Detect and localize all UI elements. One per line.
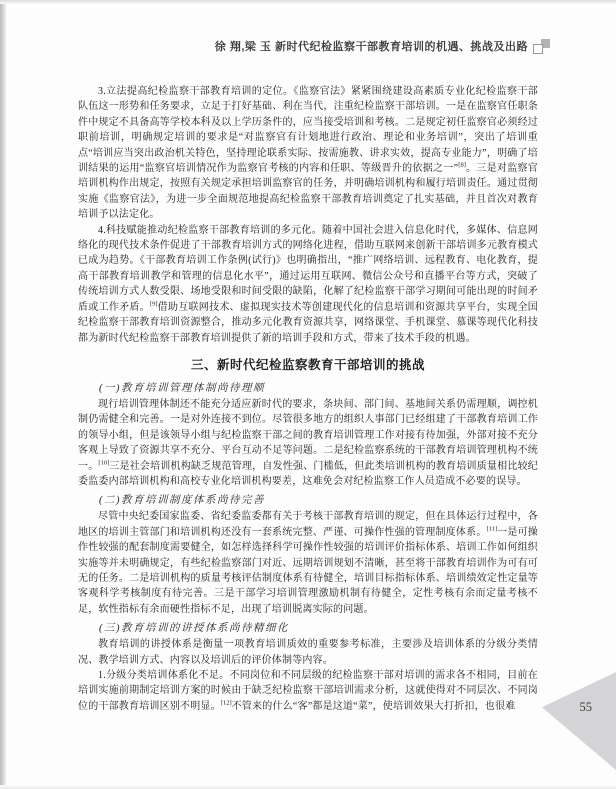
scan-edge-bottom [0,785,616,789]
paragraph: 4.科技赋能推动纪检监察干部教育培训的多元化。随着中国社会进入信息化时代，多媒体、信息网络化的现代技术条件促进了干部教育培训方式的网络化进程，借助互联网来创新干部培训多元教育模式已成为趋势。《干部教育培训工作条例(试行)》也明确指出，“推广网络培训、远程教育、电化教育，提高干部教育培训教学和管理的信息化水平”，通过运用互联网、微信公众号和直播平台等方式，突破了传统培训方式人数受限、场地受限和时间受限的缺陷，化解了纪检监察干部学习期间可能出现的时间矛盾或工作矛盾。[9]借助互联网技术、虚拟现实技术等创建现代化的信息培训和资源共享平台，实现全国纪检监察干部教育培训资源整合，推动多元化教育资源共享，网络课堂、手机课堂、慕课等现代化科技都为新时代纪检监察干部教育培训提供了新的培训手段和方式，带来了技术手段的机遇。 [78,224,538,344]
scan-edge-top [0,0,616,4]
section-heading: 三、新时代纪检监察教育干部培训的挑战 [190,357,425,372]
paragraph: 现行培训管理体制还不能充分适应新时代的要求，条块间、部门间、基地间关系仍需理顺，调控机制仍需健全和完善。一是对外连接不到位。尽管很多地方的组织人事部门已经组建了干部教育培训工作的领导小组，但是该领导小组与纪检监察干部之间的教育培训管理工作对接有待加强，外部对接不充分客观上导致了资源共享不充分、平台互动不足等问题。二是纪检监察系统的干部教育培训管理机构不统一。[10]三是社会培训机构缺乏规范管理，自发性强、门槛低，但此类培训机构的教育培训质量相比较纪委监委内部培训机构和高校专业化培训机构要差，这难免会对纪检监察工作人员造成不必要的误导。 [78,398,538,487]
page-number: 55 [579,700,592,714]
running-header [215,38,550,54]
paragraph: 3.立法提高纪检监察干部教育培训的定位。《监察官法》紧紧围绕建设高素质专业化纪检监察干部队伍这一形势和任务要求，立足于打好基础、利在当代，注重纪检监察干部培训。一是在监察官任职条件中规定不具备高等学校本科及以上学历条件的，应当接受培训和考核。二是规定初任监察官必须经过职前培训，明确规定培训的要求是“对监察官有计划地进行政治、理论和业务培训”，突出了培训重点“培训应当突出政治机关特色，坚持理论联系实际、按需施教、讲求实效，提高专业能力”，明确了培训结果的运用“监察官培训情况作为监察官考核的内容和任职、等级晋升的依据之一”[8]。三是对监察官培训机构作出规定，按照有关规定承担培训监察官的任务，并明确培训机构和履行培训责任。通过贯彻实施《监察官法》，为进一步全面规范地提高纪检监察干部教育培训奠定了扎实基础，并且首次对教育培训予以法定化。 [78,86,538,221]
subsection-heading: (二)教育培训制度体系尚待完善 [99,495,265,507]
subsection-heading: (一)教育培训管理体制尚待理顺 [99,382,265,394]
citation-ref: [9] [149,300,158,308]
scan-edge-left [0,0,6,789]
paragraph: 1.分级分类培训体系化不足。不同岗位和不同层级的纪检监察干部对培训的需求各不相同，目前在培训实施前期制定培训方案的时候由于缺乏纪检监察干部培训需求分析，这就使得对不同层次、不同岗位的干部教育培训区别不明显。[12]不管来的什么“客”都是这道“菜”，使培训效果大打折扣，也很难 [78,670,538,712]
citation-ref: [11] [486,525,498,533]
overlapping-squares-icon [533,39,550,54]
paragraph: 尽管中央纪委国家监委、省纪委监委都有关于考核干部教育培训的规定，但在具体运行过程中，各地区的培训主管部门和培训机构还没有一套系统完整、严谨、可操作性强的管理制度体系。[11]一是可操作性较强的配套制度需要健全，如怎样选择科学可操作性较强的培训评价指标体系、培训工作如何组织实施等并未明确规定，有些纪检监察部门对近、远期培训规划不清晰，甚至将干部教育培训作为可有可无的任务。二是培训机构的质量考核评估制度体系有待健全，培训目标指标体系、培训绩效定性定量等客观科学考核制度有待完善。三是干部学习培训管理激励机制有待健全，定性考核有余而定量考核不足，软性指标有余而硬性指标不足，出现了培训脱离实际的问题。 [78,511,538,615]
citation-ref: [10] [98,459,110,467]
paragraph: 教育培训的讲授体系是衡量一项教育培训质效的重要参考标准，主要涉及培训体系的分级分类情况、教学培训方式、内容以及培训后的评价体制等内容。 [78,639,538,666]
outlined-square-icon [533,44,543,54]
subsection-heading: (三)教育培训的讲授体系尚待精细化 [99,623,289,635]
citation-ref: [12] [220,699,232,707]
article-body [78,84,538,714]
running-header-text: 徐 翔,梁 玉 新时代纪检监察干部教育培训的机遇、挑战及出路 [214,41,528,53]
page-corner-tab [542,672,616,770]
citation-ref: [8] [458,161,466,169]
